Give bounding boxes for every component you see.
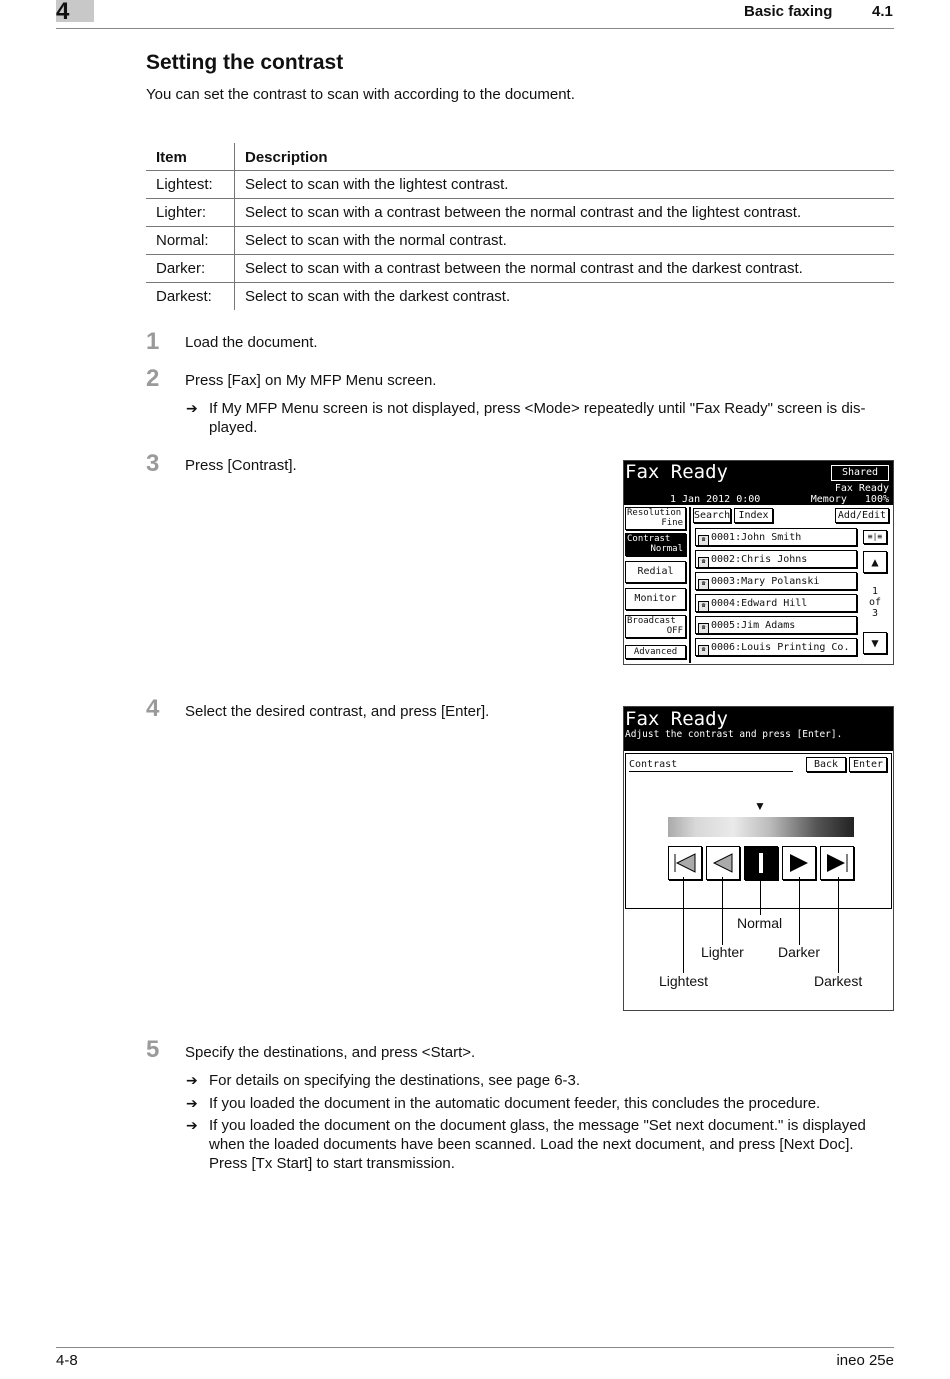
step-text: Select the desired contrast, and press [Enter]. (185, 703, 490, 720)
table-row (146, 199, 894, 227)
resolution-button[interactable] (625, 507, 686, 530)
broadcast-label: Broadcast (627, 616, 676, 626)
contrast-panel (625, 753, 892, 909)
table-cell-item: Lighter: (146, 199, 235, 227)
destination-item[interactable] (695, 528, 857, 546)
screen-title-bar (624, 461, 893, 505)
destination-label: 0006:Louis Printing Co. (711, 642, 850, 653)
screen-title: Fax Ready (625, 708, 728, 730)
step-text: Load the document. (185, 334, 318, 351)
back-button[interactable]: Back (806, 757, 846, 772)
lighter-button[interactable] (706, 846, 740, 880)
destination-item[interactable] (695, 572, 857, 590)
destination-item[interactable] (695, 550, 857, 568)
step-subnote: If you loaded the document in the automatic document feeder, this concludes the procedure. (209, 1095, 821, 1112)
fax-icon: ☎ (698, 623, 709, 634)
destination-label: 0001:John Smith (711, 532, 802, 543)
screen-date: 1 Jan 2012 0:00 (670, 494, 761, 505)
screen-status: Fax Ready (834, 483, 889, 494)
screen-memory: Memory 100% (810, 494, 889, 505)
left-arrow-icon (707, 847, 739, 879)
callout-normal: Normal (737, 915, 783, 931)
step-subnote: For details on specifying the destinations, see page 6-3. (209, 1072, 581, 1089)
fax-ready-screen (623, 460, 894, 665)
step-text: Specify the destinations, and press <Start>. (185, 1044, 476, 1061)
table-row (146, 255, 894, 283)
footer-rule (56, 1347, 894, 1348)
broadcast-button[interactable] (625, 615, 686, 638)
redial-button[interactable]: Redial (625, 561, 686, 583)
list-view-icon[interactable]: ≡|≡ (863, 530, 887, 544)
contrast-marker-icon: ▼ (754, 799, 766, 813)
normal-button[interactable] (744, 846, 778, 880)
chapter-number: 4 (56, 0, 70, 25)
destination-label: 0005:Jim Adams (711, 620, 796, 631)
callout-darker: Darker (778, 944, 821, 960)
search-tab[interactable]: Search (694, 510, 731, 521)
resolution-label: Resolution (627, 508, 682, 518)
scroll-up-icon[interactable]: ▲ (863, 551, 887, 573)
callout-line-lighter (722, 877, 723, 945)
destination-label: 0002:Chris Johns (711, 554, 808, 565)
table-header-description: Description (235, 143, 895, 171)
destination-item[interactable] (695, 638, 857, 656)
add-edit-button[interactable]: Add/Edit (835, 508, 889, 523)
table-cell-item: Darkest: (146, 283, 235, 311)
double-left-arrow-icon (669, 847, 701, 879)
step-number: 4 (146, 695, 160, 722)
contrast-label: Contrast (627, 534, 671, 544)
step-text: Press [Contrast]. (185, 457, 297, 474)
arrow-icon: ➔ (186, 1117, 198, 1133)
table-cell-item: Lightest: (146, 171, 235, 199)
destination-label: 0003:Mary Polanski (711, 576, 820, 587)
table-header-row (146, 143, 894, 171)
step-subnote: If you loaded the document on the document glass, the message "Set next document." is displayed when the loaded documents have been scanned. Load the next document, and press [Next Doc]. Press [Tx Start] to start transmission. (209, 1117, 866, 1172)
destination-label: 0004:Edward Hill (711, 598, 808, 609)
step-subnote: If My MFP Menu screen is not displayed, press <Mode> repeatedly until "Fax Ready" screen is dis-played. (209, 400, 866, 436)
monitor-button[interactable]: Monitor (625, 588, 686, 610)
double-right-arrow-icon (821, 847, 853, 879)
contrast-adjust-screen (623, 706, 894, 1011)
advanced-button[interactable]: Advanced (625, 645, 686, 659)
screen-instruction: Adjust the contrast and press [Enter]. (625, 729, 843, 740)
table-cell-item: Darker: (146, 255, 235, 283)
right-arrow-icon (783, 847, 815, 879)
callout-line-lightest (683, 877, 684, 973)
page-total: 3 (871, 608, 879, 619)
page-indicator (863, 586, 887, 619)
destination-item[interactable] (695, 594, 857, 612)
arrow-icon: ➔ (186, 1072, 198, 1088)
resolution-value: Fine (661, 518, 683, 528)
section-intro: You can set the contrast to scan with according to the document. (146, 86, 575, 103)
page-number: 4-8 (56, 1352, 78, 1369)
header-section-number: 4.1 (872, 3, 893, 20)
step-number: 5 (146, 1036, 160, 1063)
page-current: 1 (871, 586, 879, 597)
step-number: 1 (146, 328, 160, 355)
fax-icon: ☎ (698, 645, 709, 656)
screen-title-bar (624, 707, 893, 751)
darkest-button[interactable] (820, 846, 854, 880)
column-divider (689, 507, 691, 663)
fax-icon: ☎ (698, 557, 709, 568)
screen-title: Fax Ready (625, 461, 728, 483)
contrast-button[interactable] (625, 533, 686, 556)
callout-line-normal (760, 877, 761, 915)
table-cell-description: Select to scan with a contrast between the normal contrast and the lightest contrast. (235, 199, 895, 227)
fax-icon: ☎ (698, 535, 709, 546)
table-header-item: Item (146, 143, 235, 171)
fax-icon: ☎ (698, 579, 709, 590)
table-cell-item: Normal: (146, 227, 235, 255)
table-row (146, 283, 894, 311)
arrow-icon: ➔ (186, 1095, 198, 1111)
page-of: of (868, 597, 882, 608)
arrow-icon: ➔ (186, 400, 198, 416)
darker-button[interactable] (782, 846, 816, 880)
contrast-table (146, 143, 894, 310)
table-row (146, 171, 894, 199)
callout-lightest: Lightest (659, 973, 709, 989)
header-title: Basic faxing (744, 3, 833, 20)
scroll-down-icon[interactable]: ▼ (863, 632, 887, 654)
step-text: Press [Fax] on My MFP Menu screen. (185, 372, 437, 389)
callout-lighter: Lighter (701, 944, 744, 960)
callout-line-darkest (838, 877, 839, 973)
step-number: 3 (146, 450, 160, 477)
contrast-field-label: Contrast (629, 758, 793, 772)
broadcast-value: OFF (666, 626, 683, 636)
callout-line-darker (799, 877, 800, 945)
callout-darkest: Darkest (814, 973, 863, 989)
table-cell-description: Select to scan with the normal contrast. (235, 227, 895, 255)
index-tab[interactable]: Index (734, 508, 773, 523)
contrast-value: Normal (650, 544, 683, 554)
step-number: 2 (146, 365, 160, 392)
product-name: ineo 25e (836, 1352, 894, 1369)
table-row (146, 227, 894, 255)
center-bar-icon (745, 847, 777, 879)
section-title: Setting the contrast (146, 51, 344, 74)
table-cell-description: Select to scan with the lightest contrast. (235, 171, 895, 199)
fax-icon: ☎ (698, 601, 709, 612)
header-rule (56, 28, 894, 29)
table-cell-description: Select to scan with a contrast between the normal contrast and the darkest contrast. (235, 255, 895, 283)
destination-item[interactable] (695, 616, 857, 634)
shared-button[interactable]: Shared (831, 465, 889, 481)
lightest-button[interactable] (668, 846, 702, 880)
enter-button[interactable]: Enter (849, 757, 887, 772)
contrast-gradient-bar (668, 817, 854, 837)
table-cell-description: Select to scan with the darkest contrast. (245, 288, 511, 305)
